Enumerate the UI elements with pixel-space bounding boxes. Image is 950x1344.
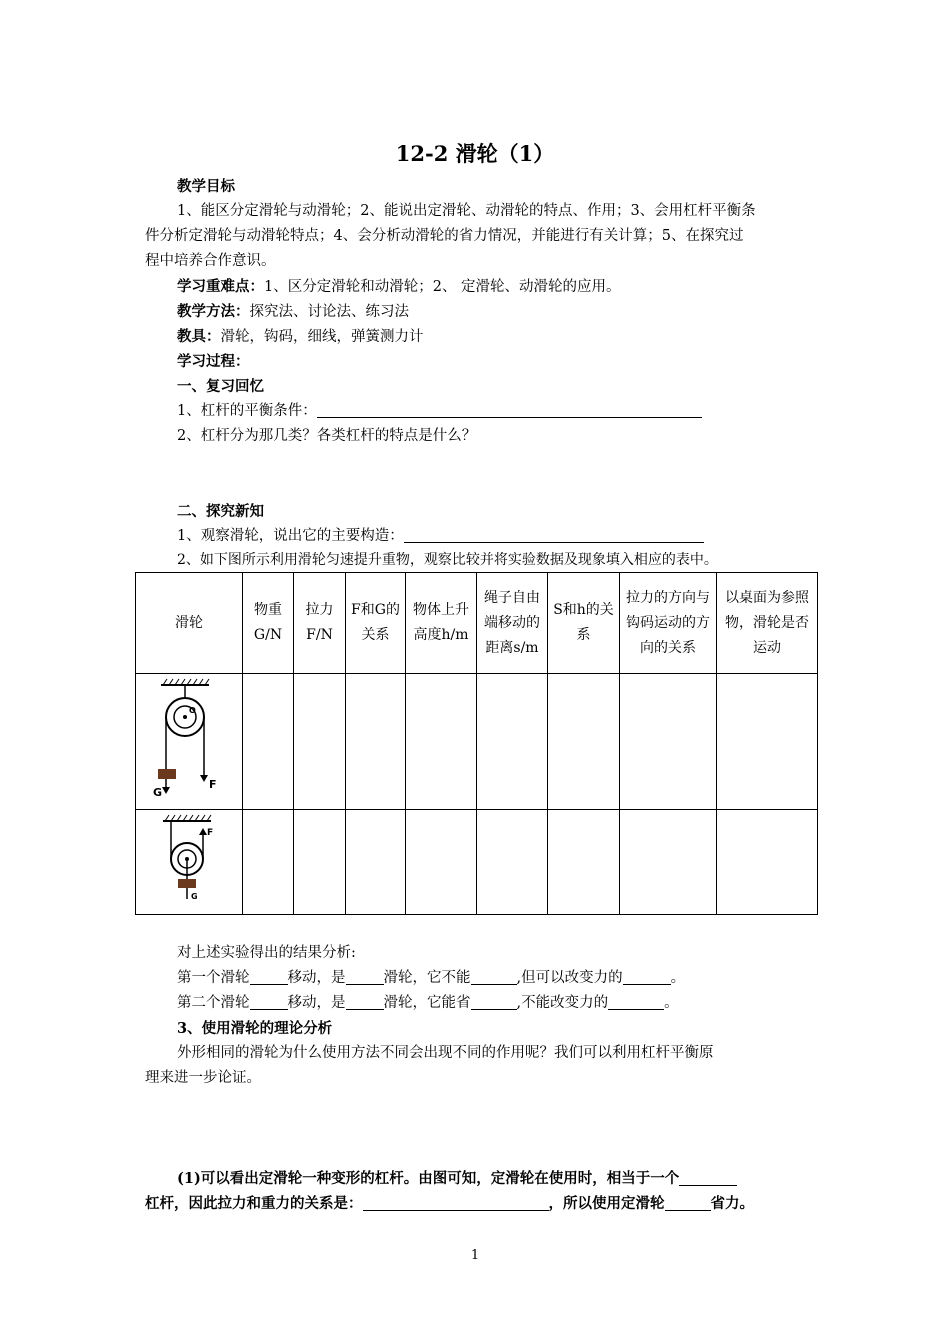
fixed-pulley-text: 杠杆，因此拉力和重力的关系是： — [145, 1195, 363, 1212]
analysis-line-1 — [177, 966, 847, 991]
page-title: 12-2 滑轮（1） — [395, 141, 555, 166]
table-header-row — [136, 573, 818, 674]
header-cell: 拉力F/N — [294, 573, 346, 674]
key-points — [177, 274, 847, 300]
data-cell[interactable] — [406, 810, 477, 915]
table-row — [136, 810, 818, 915]
objectives-line-2: 件分析定滑轮与动滑轮特点；4、会分析动滑轮的省力情况，并能进行有关计算；5、在探究过 — [145, 228, 744, 244]
data-cell[interactable] — [620, 674, 717, 810]
header-cell: F和G的关系 — [346, 573, 406, 674]
answer-blank[interactable] — [404, 526, 704, 543]
label-g: G — [191, 891, 198, 901]
data-cell[interactable] — [717, 674, 818, 810]
analysis-intro: 对上述实验得出的结果分析: — [177, 945, 356, 961]
answer-blank[interactable] — [346, 968, 384, 985]
objectives-heading: 教学目标 — [177, 178, 235, 195]
review-heading: 一、复习回忆 — [177, 378, 264, 395]
data-cell[interactable] — [548, 810, 620, 915]
header-cell: S和h的关系 — [548, 573, 620, 674]
movable-pulley-figure-cell — [136, 810, 243, 915]
header-cell: 物重G/N — [243, 573, 294, 674]
fixed-pulley-analysis-line-1 — [177, 1166, 847, 1191]
analysis-text: 移动，是 — [287, 995, 346, 1011]
explore-question-1 — [177, 524, 847, 549]
teaching-methods — [177, 299, 847, 325]
fixed-pulley-analysis-line-2 — [145, 1191, 815, 1216]
data-cell[interactable] — [294, 810, 346, 915]
explore-question-1-text: 1、观察滑轮，说出它的主要构造： — [177, 528, 404, 544]
movable-pulley-diagram — [149, 813, 229, 903]
answer-blank[interactable] — [346, 993, 384, 1010]
analysis-text: 滑轮，它不能 — [383, 970, 471, 986]
data-cell[interactable] — [243, 674, 294, 810]
analysis-text: 滑轮，它能省 — [383, 995, 471, 1011]
header-cell: 绳子自由端移动的距离s/m — [477, 573, 548, 674]
analysis-text: 。 — [664, 995, 679, 1011]
fixed-pulley-text: (1)可以看出定滑轮一种变形的杠杆。由图可知，定滑轮在使用时，相当于一个 — [177, 1170, 680, 1187]
process-heading: 学习过程： — [177, 353, 250, 370]
analysis-text: ,不能改变力的 — [516, 995, 609, 1011]
theory-paragraph-line-2: 理来进一步论证。 — [145, 1070, 261, 1086]
objectives-line-3: 程中培养合作意识。 — [145, 253, 276, 269]
objectives-line-1: 1、能区分定滑轮与动滑轮；2、能说出定滑轮、动滑轮的特点、作用；3、会用杠杆平衡条 — [177, 203, 756, 219]
review-question-1-text: 1、杠杆的平衡条件： — [177, 403, 317, 419]
theory-heading: 3、使用滑轮的理论分析 — [177, 1020, 333, 1037]
analysis-text: ,但可以改变力的 — [516, 970, 623, 986]
table-row — [136, 674, 818, 810]
answer-blank[interactable] — [250, 968, 288, 985]
fixed-pulley-diagram — [149, 677, 229, 797]
answer-blank[interactable] — [679, 1169, 737, 1186]
data-cell[interactable] — [406, 674, 477, 810]
tools-text: 滑轮，钩码，细线，弹簧测力计 — [220, 329, 424, 345]
fixed-pulley-text: 省力。 — [710, 1195, 754, 1212]
analysis-text: 第二个滑轮 — [177, 995, 250, 1011]
review-question-2: 2、杠杆分为那几类？各类杠杆的特点是什么？ — [177, 428, 477, 444]
teaching-tools — [177, 324, 847, 350]
answer-blank[interactable] — [471, 968, 517, 985]
analysis-text: 。 — [670, 970, 686, 986]
header-cell: 滑轮 — [136, 573, 243, 674]
label-f: F — [207, 827, 214, 838]
label-g: G — [153, 786, 163, 797]
label-o: O — [189, 706, 196, 715]
data-cell[interactable] — [346, 810, 406, 915]
methods-label: 教学方法： — [177, 303, 250, 320]
theory-paragraph-line-1: 外形相同的滑轮为什么使用方法不同会出现不同的作用呢？我们可以利用杠杆平衡原 — [177, 1045, 714, 1061]
explore-heading: 二、探究新知 — [177, 503, 264, 520]
header-cell: 以桌面为参照物，滑轮是否运动 — [717, 573, 818, 674]
data-cell[interactable] — [717, 810, 818, 915]
answer-blank[interactable] — [608, 993, 664, 1010]
data-cell[interactable] — [477, 810, 548, 915]
review-question-1 — [177, 399, 847, 424]
answer-blank[interactable] — [363, 1194, 549, 1211]
methods-text: 探究法、讨论法、练习法 — [249, 304, 409, 320]
data-cell[interactable] — [620, 810, 717, 915]
answer-blank[interactable] — [471, 993, 517, 1010]
key-points-label: 学习重难点： — [177, 278, 264, 295]
answer-blank[interactable] — [623, 968, 671, 985]
tools-label: 教具： — [177, 328, 221, 345]
data-cell[interactable] — [294, 674, 346, 810]
data-cell[interactable] — [243, 810, 294, 915]
explore-question-2: 2、如下图所示利用滑轮匀速提升重物，观察比较并将实验数据及现象填入相应的表中。 — [177, 552, 718, 568]
answer-blank[interactable] — [665, 1194, 711, 1211]
analysis-text: 移动，是 — [287, 970, 346, 986]
header-cell: 物体上升高度h/m — [406, 573, 477, 674]
label-f: F — [209, 778, 217, 791]
data-cell[interactable] — [477, 674, 548, 810]
experiment-table — [135, 572, 818, 915]
data-cell[interactable] — [548, 674, 620, 810]
page-number: 1 — [470, 1248, 480, 1263]
analysis-text: 第一个滑轮 — [177, 970, 250, 986]
header-cell: 拉力的方向与钩码运动的方向的关系 — [620, 573, 717, 674]
fixed-pulley-text: ，所以使用定滑轮 — [548, 1195, 665, 1212]
answer-blank[interactable] — [317, 401, 702, 418]
data-cell[interactable] — [346, 674, 406, 810]
fixed-pulley-figure-cell — [136, 674, 243, 810]
analysis-line-2 — [177, 991, 847, 1016]
key-points-text: 1、区分定滑轮和动滑轮；2、 定滑轮、动滑轮的应用。 — [264, 279, 621, 295]
answer-blank[interactable] — [250, 993, 288, 1010]
